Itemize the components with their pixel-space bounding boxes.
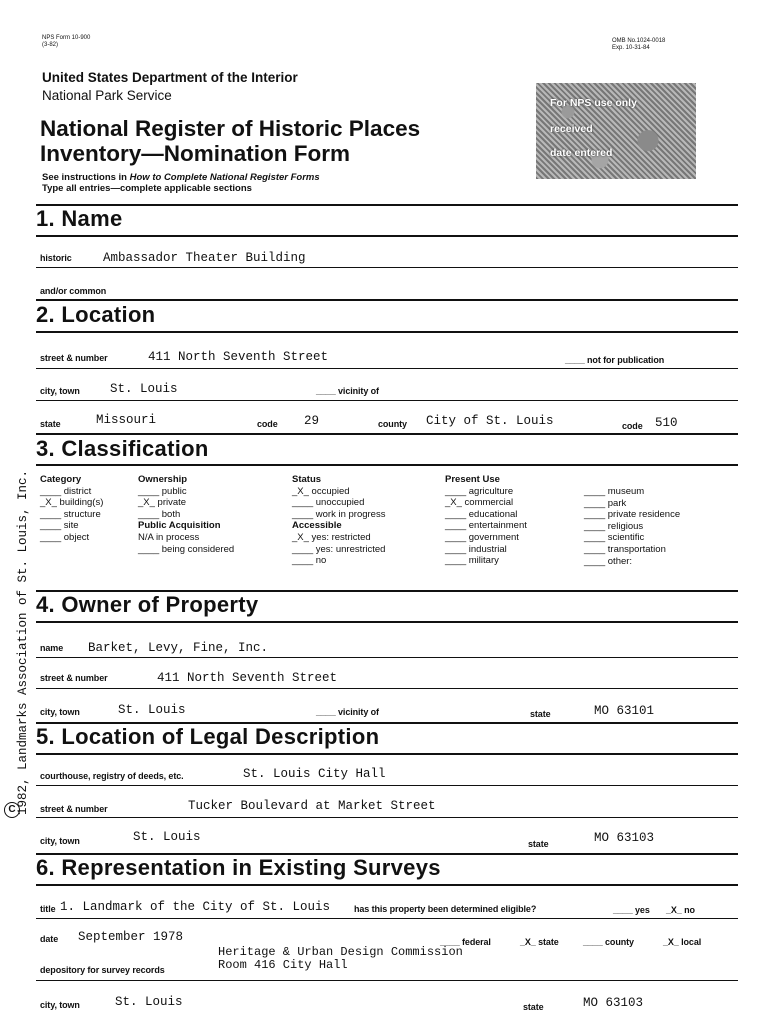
date-entered-label: date entered bbox=[550, 147, 613, 159]
field-line bbox=[36, 918, 738, 919]
category-option: ____ district bbox=[40, 485, 92, 497]
owner-street-value: 411 North Seventh Street bbox=[157, 671, 338, 685]
copyright-side-note: 1982, Landmarks Association of St. Louis, Inc. bbox=[16, 469, 30, 815]
present-use-option: ____ agriculture bbox=[445, 485, 514, 497]
ownership-option: ____ public bbox=[138, 485, 187, 497]
status-option: ____ unoccupied bbox=[292, 497, 365, 509]
owner-city-label: city, town bbox=[40, 707, 80, 717]
section-6-heading: 6. Representation in Existing Surveys bbox=[36, 855, 441, 880]
state-code-value: 29 bbox=[304, 414, 320, 428]
eligible-no: _X_ no bbox=[666, 905, 695, 915]
category-option: ____ structure bbox=[40, 508, 101, 520]
present-use-column: Present Use ____ agriculture _X_ commercial ____ educational ____ entertainment ____ government ____ industrial ____ military bbox=[445, 474, 527, 567]
field-line bbox=[36, 368, 738, 369]
omb-number: OMB No.1024-0018 bbox=[612, 38, 666, 44]
owner-city-value: St. Louis bbox=[118, 703, 186, 717]
historic-label: historic bbox=[40, 253, 72, 263]
survey-city-value: St. Louis bbox=[115, 995, 183, 1009]
present-use-option: ____ museum bbox=[584, 486, 645, 497]
survey-local: _X_ local bbox=[663, 937, 702, 947]
present-use-option: ____ government bbox=[445, 531, 519, 543]
survey-city-label: city, town bbox=[40, 1000, 80, 1010]
field-line bbox=[36, 267, 738, 268]
legal-street-label: street & number bbox=[40, 804, 108, 814]
legal-street-value: Tucker Boulevard at Market Street bbox=[188, 799, 436, 813]
ownership-column: Ownership ____ public _X_ private ____ both Public Acquisition N/A in process ____ being considered bbox=[138, 474, 235, 555]
vicinity-label: ____ vicinity of bbox=[316, 386, 379, 396]
present-use-column-2 bbox=[584, 486, 680, 567]
legal-city-value: St. Louis bbox=[133, 830, 201, 844]
survey-state-label: state bbox=[523, 1002, 544, 1012]
section-rule bbox=[36, 331, 738, 333]
section-2-heading: 2. Location bbox=[36, 302, 156, 327]
accessible-option: _X_ yes: restricted bbox=[292, 531, 371, 543]
section-rule bbox=[36, 235, 738, 237]
present-use-option: ____ park bbox=[584, 497, 627, 509]
courthouse-value: St. Louis City Hall bbox=[243, 767, 386, 781]
category-option: _X_ building(s) bbox=[40, 497, 104, 509]
present-use-option: ____ industrial bbox=[445, 543, 507, 555]
present-use-option: ____ scientific bbox=[584, 532, 645, 544]
survey-state: _X_ state bbox=[520, 937, 559, 947]
not-for-publication: ____ not for publication bbox=[565, 355, 665, 365]
section-rule bbox=[36, 204, 738, 206]
state-value: Missouri bbox=[96, 413, 157, 427]
field-line bbox=[36, 688, 738, 689]
category-option: ____ site bbox=[40, 520, 79, 532]
form-title-line1: National Register of Historic Places bbox=[40, 116, 421, 141]
street-number-value: 411 North Seventh Street bbox=[148, 350, 329, 364]
status-option: ____ work in progress bbox=[292, 508, 386, 520]
present-use-option: ____ educational bbox=[445, 508, 518, 520]
city-label: city, town bbox=[40, 386, 80, 396]
county-value: City of St. Louis bbox=[426, 414, 554, 428]
acquisition-option: ____ being considered bbox=[138, 543, 235, 555]
form-number: NPS Form 10-900 bbox=[42, 35, 91, 41]
field-line bbox=[36, 400, 738, 401]
owner-name-value: Barket, Levy, Fine, Inc. bbox=[88, 641, 269, 655]
owner-name-label: name bbox=[40, 643, 64, 653]
status-column: Status _X_ occupied ____ unoccupied ____ work in progress Accessible _X_ yes: restricted ____ yes: unrestricted ____ no bbox=[292, 474, 386, 567]
state-label: state bbox=[40, 419, 61, 429]
present-use-option: _X_ commercial bbox=[445, 497, 514, 509]
ownership-option: _X_ private bbox=[138, 497, 187, 509]
section-1-heading: 1. Name bbox=[36, 206, 123, 231]
eligible-yes: ____ yes bbox=[613, 905, 650, 915]
owner-state-value: MO 63101 bbox=[594, 704, 655, 718]
present-use-option: ____ transportation bbox=[584, 543, 666, 555]
survey-county: ____ county bbox=[583, 937, 634, 947]
section-4-heading: 4. Owner of Property bbox=[36, 592, 259, 617]
category-column: Category ____ district _X_ building(s) ____ structure ____ site ____ object bbox=[40, 474, 104, 543]
street-number-label: street & number bbox=[40, 353, 108, 363]
historic-name-value: Ambassador Theater Building bbox=[103, 251, 306, 265]
owner-state-label: state bbox=[530, 709, 551, 719]
county-code-label: code bbox=[622, 421, 643, 431]
department-name: United States Department of the Interior bbox=[42, 70, 298, 85]
legal-state-value: MO 63103 bbox=[594, 831, 655, 845]
owner-street-label: street & number bbox=[40, 673, 108, 683]
section-rule bbox=[36, 299, 738, 301]
section-rule bbox=[36, 621, 738, 623]
section-rule bbox=[36, 753, 738, 755]
depository-line1: Heritage & Urban Design Commission bbox=[218, 945, 463, 959]
field-line bbox=[36, 980, 738, 981]
nps-use-only-box bbox=[536, 83, 696, 179]
depository-line2: Room 416 City Hall bbox=[218, 958, 348, 972]
survey-state-value: MO 63103 bbox=[583, 996, 644, 1010]
courthouse-label: courthouse, registry of deeds, etc. bbox=[40, 771, 184, 781]
acquisition-option: N/A in process bbox=[138, 531, 200, 543]
omb-expiration: Exp. 10-31-84 bbox=[612, 45, 650, 51]
form-title-line2: Inventory—Nomination Form bbox=[40, 141, 351, 166]
legal-state-label: state bbox=[528, 839, 549, 849]
present-use-option: ____ other: bbox=[584, 555, 633, 567]
survey-title-value: 1. Landmark of the City of St. Louis bbox=[60, 900, 331, 914]
received-label: received bbox=[550, 123, 593, 135]
copyright-symbol: C bbox=[4, 802, 20, 818]
instructions-line2: Type all entries—complete applicable sections bbox=[42, 183, 252, 194]
category-option: ____ object bbox=[40, 531, 90, 543]
survey-date-value: September 1978 bbox=[78, 930, 184, 944]
instructions-line1: See instructions in How to Complete National Register Forms bbox=[42, 172, 320, 183]
section-3-heading: 3. Classification bbox=[36, 436, 209, 461]
survey-title-label: title bbox=[40, 904, 56, 914]
accessible-option: ____ yes: unrestricted bbox=[292, 543, 386, 555]
section-5-heading: 5. Location of Legal Description bbox=[36, 724, 380, 749]
state-code-label: code bbox=[257, 419, 278, 429]
legal-city-label: city, town bbox=[40, 836, 80, 846]
survey-date-label: date bbox=[40, 934, 59, 944]
depository-label: depository for survey records bbox=[40, 965, 165, 975]
field-line bbox=[36, 817, 738, 818]
status-option: _X_ occupied bbox=[292, 485, 350, 497]
present-use-option: ____ military bbox=[445, 555, 499, 567]
survey-federal: ____ federal bbox=[440, 937, 491, 947]
city-value: St. Louis bbox=[110, 382, 178, 396]
present-use-option: ____ entertainment bbox=[445, 520, 527, 532]
service-name: National Park Service bbox=[42, 88, 172, 103]
county-code-value: 510 bbox=[655, 416, 678, 430]
county-label: county bbox=[378, 419, 407, 429]
common-name-label: and/or common bbox=[40, 286, 107, 296]
accessible-option: ____ no bbox=[292, 555, 327, 567]
field-line bbox=[36, 785, 738, 786]
section-rule bbox=[36, 433, 738, 435]
section-rule bbox=[36, 884, 738, 886]
present-use-option: ____ private residence bbox=[584, 509, 681, 521]
nps-use-only-label: For NPS use only bbox=[550, 97, 637, 109]
form-date: (3-82) bbox=[42, 42, 59, 48]
owner-vicinity-label: ____ vicinity of bbox=[316, 707, 379, 717]
field-line bbox=[36, 657, 738, 658]
section-rule bbox=[36, 464, 738, 466]
eligible-question: has this property been determined eligible? bbox=[354, 904, 537, 914]
present-use-option: ____ religious bbox=[584, 520, 644, 532]
ownership-option: ____ both bbox=[138, 508, 181, 520]
